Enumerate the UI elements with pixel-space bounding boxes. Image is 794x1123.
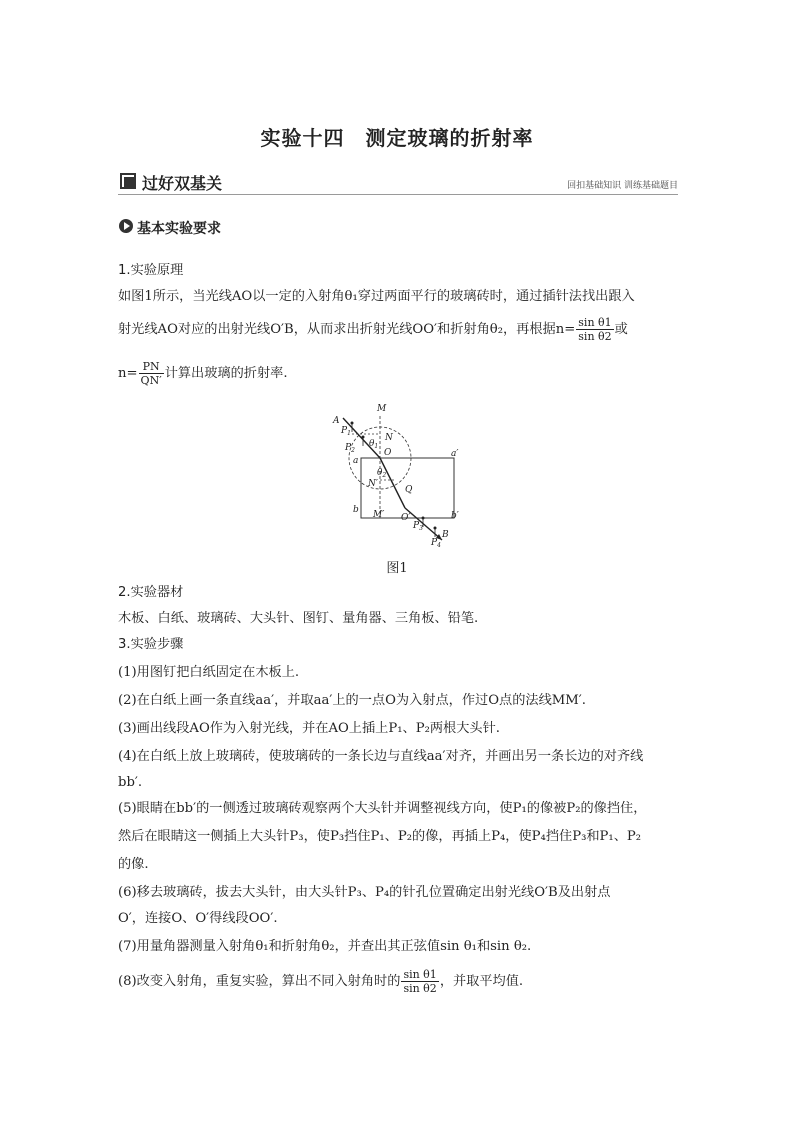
step-5-line-1: (5)眼睛在bb′的一侧透过玻璃砖观察两个大头针并调整视线方向，使P₁的像被P₂的像挡住， xyxy=(118,801,647,816)
principle-line-2-text: 射光线AO对应的出射光线O′B，从而求出折射光线OO′和折射角θ₂，再根据n= xyxy=(118,322,576,337)
sin-ratio-fraction xyxy=(576,316,613,343)
sin-ratio-fraction xyxy=(401,968,438,995)
step-4-line-2: bb′. xyxy=(118,775,143,790)
label-M: M xyxy=(377,404,387,414)
fraction-denominator: sin θ2 xyxy=(403,982,437,995)
equipment-text: 木板、白纸、玻璃砖、大头针、图钉、量角器、三角板、铅笔. xyxy=(118,611,479,626)
equipment-heading: 2.实验器材 xyxy=(118,585,184,600)
label-P3: $P_3$ xyxy=(413,521,423,532)
step-5-line-2: 然后在眼睛这一侧插上大头针P₃，使P₃挡住P₁、P₂的像，再插上P₄，使P₄挡住P₃和P₁、P₂ xyxy=(118,829,642,844)
step-5-line-3: 的像. xyxy=(118,857,149,872)
step-6-line-1: (6)移去玻璃砖，拔去大头针，由大头针P₃、P₄的针孔位置确定出射光线O′B及出射点 xyxy=(118,885,611,900)
n-equals: n= xyxy=(118,366,138,381)
label-theta2: $\theta_2$ xyxy=(377,468,387,479)
label-a-prime: a′ xyxy=(451,449,459,459)
principle-line-3 xyxy=(118,360,288,387)
label-N-prime: N′ xyxy=(368,479,378,489)
label-theta1: $\theta_1$ xyxy=(369,439,379,450)
fraction-numerator: PN xyxy=(139,360,164,374)
section-right-text: 回扣基础知识 训练基础题目 xyxy=(567,181,678,191)
principle-line-2 xyxy=(118,316,628,343)
section-title: 过好双基关 xyxy=(142,174,223,193)
play-icon xyxy=(119,219,133,233)
label-B: B xyxy=(442,530,449,540)
step-4-line-1: (4)在白纸上放上玻璃砖，使玻璃砖的一条长边与直线aa′对齐，并画出另一条长边的对齐线 xyxy=(118,749,644,764)
label-P2: $P_2$ xyxy=(345,443,355,454)
label-O-prime: O′ xyxy=(401,513,411,523)
steps-heading: 3.实验步骤 xyxy=(118,637,184,652)
page-title: 实验十四 测定玻璃的折射率 xyxy=(260,126,534,150)
pn-ratio-fraction xyxy=(139,360,164,387)
label-A: A xyxy=(333,416,340,426)
fraction-denominator: QN′ xyxy=(140,374,162,387)
step-8-end: ，并取平均值. xyxy=(439,974,524,989)
label-b-prime: b′ xyxy=(451,511,459,521)
step-6-line-2: O′，连接O、O′得线段OO′. xyxy=(118,911,278,926)
step-7: (7)用量角器测量入射角θ₁和折射角θ₂，并查出其正弦值sin θ₁和sin θ₂. xyxy=(118,939,532,954)
step-3: (3)画出线段AO作为入射光线，并在AO上插上P₁、P₂两根大头针. xyxy=(118,721,500,736)
step-8 xyxy=(118,968,523,995)
fraction-numerator: sin θ1 xyxy=(578,316,612,329)
step-8-text: (8)改变入射角，重复实验，算出不同入射角时的 xyxy=(118,974,401,989)
refraction-diagram xyxy=(325,400,470,550)
step-1: (1)用图钉把白纸固定在木板上. xyxy=(118,665,300,680)
emergent-ray xyxy=(405,508,442,540)
label-Q: Q xyxy=(405,485,413,495)
label-O: O xyxy=(384,448,392,458)
principle-line-1: 如图1所示，当光线AO以一定的入射角θ₁穿过两面平行的玻璃砖时，通过插针法找出跟入 xyxy=(118,289,635,304)
principle-line-2-or: 或 xyxy=(614,322,628,337)
label-N: N xyxy=(385,433,393,443)
label-b: b xyxy=(353,505,359,515)
principle-line-3-text: 计算出玻璃的折射率. xyxy=(164,366,288,381)
label-P1: $P_1$ xyxy=(341,426,351,437)
label-P4: $P_4$ xyxy=(431,538,441,549)
section-header xyxy=(118,172,678,195)
step-2: (2)在白纸上画一条直线aa′，并取aa′上的一点O为入射点，作过O点的法线MM′. xyxy=(118,693,586,708)
fraction-denominator: sin θ2 xyxy=(578,330,612,343)
label-M-prime: M′ xyxy=(373,510,385,520)
refracted-ray xyxy=(380,458,405,508)
square-icon xyxy=(120,173,136,189)
principle-heading: 1.实验原理 xyxy=(118,263,184,278)
figure-caption: 图1 xyxy=(386,561,408,576)
label-a: a xyxy=(353,456,359,466)
fraction-numerator: sin θ1 xyxy=(403,968,437,981)
subsection-title: 基本实验要求 xyxy=(137,221,221,237)
